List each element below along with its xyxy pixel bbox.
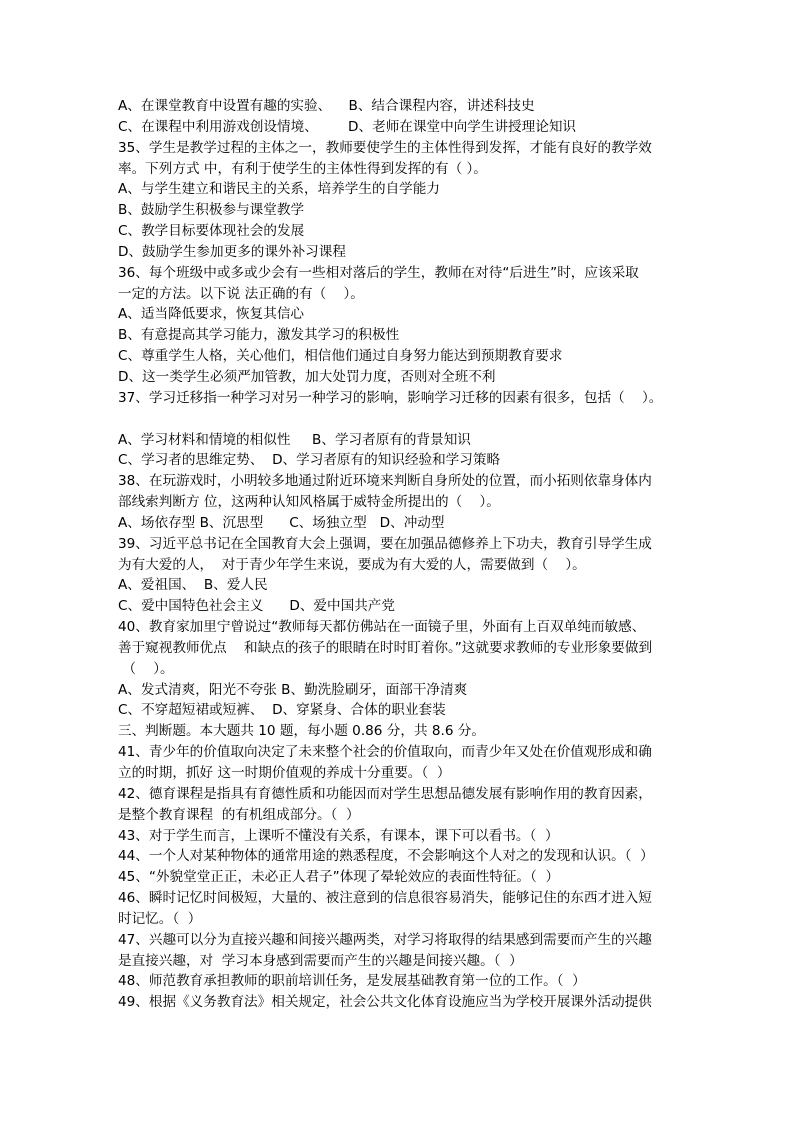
question-40: 40、教育家加里宁曾说过“教师每天都仿佛站在一面镜子里，外面有上百双单纯而敏感、: [118, 619, 646, 636]
option-line: A、适当降低要求，恢复其信心: [118, 306, 305, 323]
blank-line: [118, 409, 718, 430]
question-47: 47、兴趣可以分为直接兴趣和间接兴趣两类，对学习将取得的结果感到需要而产生的兴趣: [118, 931, 652, 948]
option-line: A、发式清爽，阳光不夸张 B、勤洗脸刷牙，面部干净清爽: [118, 681, 468, 698]
question-46-cont: 时记忆。（ ）: [118, 910, 202, 927]
question-35: 35、学生是教学过程的主体之一，教师要使学生的主体性得到发挥，才能有良好的教学效: [118, 139, 652, 156]
question-38-cont: 部线索判断方 位，这两种认知风格属于威特金所提出的（ ）。: [118, 494, 500, 511]
question-36-cont: 一定的方法。以下说 法正确的有（ ）。: [118, 285, 364, 302]
option-line: A、爱祖国、 B、爱人民: [118, 577, 268, 594]
question-40-cont: （ ）。: [118, 660, 174, 677]
question-42: 42、德育课程是指具有育德性质和功能因而对学生思想品德发展有影响作用的教育因素，: [118, 785, 652, 802]
option-line: A、与学生建立和谐民主的关系，培养学生的自学能力: [118, 181, 440, 198]
question-43: 43、对于学生而言，上课听不懂没有关系，有课本，课下可以看书。（ ）: [118, 827, 559, 844]
option-line: A、学习材料和情境的相似性 B、学习者原有的背景知识: [118, 431, 471, 448]
option-line: A、场依存型 B、沉思型 C、场独立型 D、冲动型: [118, 514, 445, 531]
option-line: C、不穿超短裙或短裤、 D、穿紧身、合体的职业套装: [118, 702, 446, 719]
option-line: D、鼓励学生参加更多的课外补习课程: [118, 243, 346, 260]
option-line: C、学习者的思维定势、 D、学习者原有的知识经验和学习策略: [118, 452, 501, 469]
question-42-cont: 是整个教育课程 的有机组成部分。（ ）: [118, 806, 360, 823]
question-36: 36、每个班级中或多或少会有一些相对落后的学生，教师在对待“后进生”时，应该采取: [118, 264, 639, 281]
option-line: B、鼓励学生积极参与课堂教学: [118, 202, 305, 219]
question-48: 48、师范教育承担教师的职前培训任务，是发展基础教育第一位的工作。（ ）: [118, 973, 586, 990]
question-39-cont: 为有大爱的人， 对于青少年学生来说，要成为有大爱的人，需要做到（ ）。: [118, 556, 586, 573]
question-37: 37、学习迁移指一种学习对另一种学习的影响，影响学习迁移的因素有很多，包括（ ）。: [118, 389, 663, 406]
option-line: B、有意提高其学习能力，激发其学习的积极性: [118, 327, 400, 344]
question-38: 38、在玩游戏时，小明较多地通过附近环境来判断自身所处的位置，而小拓则依靠身体内: [118, 473, 652, 490]
question-41-cont: 立的时期，抓好 这一时期价值观的养成十分重要。（ ）: [118, 765, 451, 781]
question-40-cont: 善于窥视教师优点 和缺点的孩子的眼睛在时时盯着你。”这就要求教师的专业形象要做到: [118, 639, 653, 656]
option-line: D、这一类学生必须严加管教，加大处罚力度，否则对全班不利: [118, 368, 496, 385]
question-46: 46、瞬时记忆时间极短，大量的、被注意到的信息很容易消失，能够记住的东西才进入短: [118, 890, 652, 907]
option-line: A、在课堂教育中设置有趣的实验、 B、结合课程内容，讲述科技史: [118, 98, 535, 114]
option-line: C、爱中国特色社会主义 D、爱中国共产党: [118, 598, 395, 615]
question-45: 45、“外貌堂堂正正，未必正人君子”体现了晕轮效应的表面性特征。（ ）: [118, 869, 560, 886]
question-39: 39、习近平总书记在全国教育大会上强调，要在加强品德修养上下功夫，教育引导学生成: [118, 535, 652, 552]
section-heading: 三、判断题。本大题共 10 题，每小题 0.86 分，共 8.6 分。: [118, 723, 485, 740]
question-49: 49、根据《义务教育法》相关规定，社会公共文化体育设施应当为学校开展课外活动提供: [118, 994, 652, 1011]
question-41: 41、青少年的价值取向决定了未来整个社会的价值取向，而青少年又处在价值观形成和确: [118, 744, 652, 761]
question-47-cont: 是直接兴趣，对 学习本身感到需要而产生的兴趣是间接兴趣。（ ）: [118, 952, 523, 969]
option-line: C、教学目标要体现社会的发展: [118, 223, 305, 240]
question-44: 44、一个人对某种物体的通常用途的熟悉程度，不会影响这个人对之的发现和认识。（ ）: [118, 848, 654, 865]
document-body: [118, 96, 718, 1013]
question-35-cont: 率。下列方式 中，有利于使学生的主体性得到发挥的有（ ）。: [118, 160, 487, 177]
option-line: C、在课程中利用游戏创设情境、 D、老师在课堂中向学生讲授理论知识: [118, 118, 577, 135]
option-line: C、尊重学生人格，关心他们，相信他们通过自身努力能达到预期教育要求: [118, 348, 563, 365]
